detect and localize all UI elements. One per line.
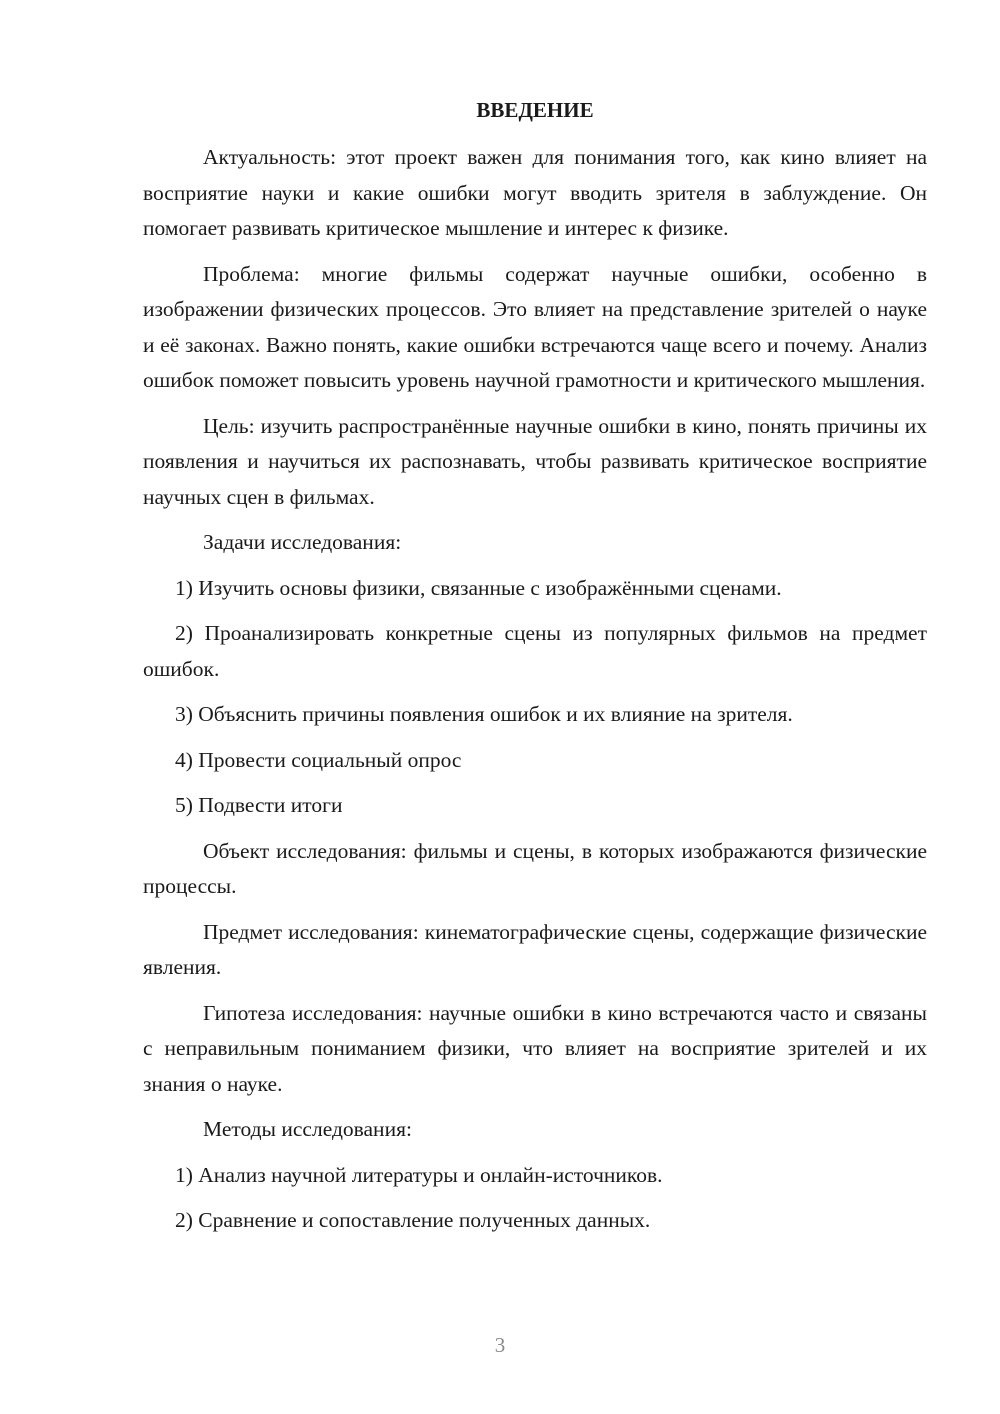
task-item: 1) Изучить основы физики, связанные с изображёнными сценами.	[175, 575, 782, 600]
document-page	[143, 92, 927, 1249]
task-item: 3) Объяснить причины появления ошибок и их влияние на зрителя.	[175, 702, 793, 726]
page-number: 3	[494, 1333, 506, 1357]
method-item: 1) Анализ научной литературы и онлайн-источников.	[175, 1162, 663, 1187]
subject-paragraph: Предмет исследования: кинематографические сцены, содержащие физические явления.	[143, 919, 927, 979]
relevance-paragraph: Актуальность: этот проект важен для понимания того, как кино влияет на восприятие науки и какие ошибки могут вводить зрителя в заблуждение. Он помогает развивать критическое мышление и интерес к физике.	[143, 145, 927, 240]
hypothesis-paragraph: Гипотеза исследования: научные ошибки в кино встречаются часто и связаны с неправильным пониманием физики, что влияет на восприятие зрителей и их знания о науке.	[143, 1000, 927, 1096]
tasks-heading: Задачи исследования:	[203, 530, 402, 554]
task-item: 2) Проанализировать конкретные сцены из популярных фильмов на предмет ошибок.	[143, 621, 927, 681]
task-item: 4) Провести социальный опрос	[175, 747, 462, 772]
method-item: 2) Сравнение и сопоставление полученных данных.	[175, 1208, 651, 1232]
task-item: 5) Подвести итоги	[175, 793, 343, 817]
section-heading: ВВЕДЕНИЕ	[476, 98, 594, 122]
methods-heading: Методы исследования:	[203, 1117, 412, 1141]
goal-paragraph: Цель: изучить распространённые научные ошибки в кино, понять причины их появления и научиться их распознавать, чтобы развивать критическое восприятие научных сцен в фильмах.	[143, 413, 927, 509]
problem-paragraph: Проблема: многие фильмы содержат научные ошибки, особенно в изображении физических процессов. Это влияет на представление зрителей о науке и её законах. Важно понять, какие ошибки встречаются чаще всего и почему. Анализ ошибок поможет повысить уровень научной грамотности и критического мышления.	[143, 261, 927, 392]
object-paragraph: Объект исследования: фильмы и сцены, в которых изображаются физические процессы.	[143, 838, 927, 898]
